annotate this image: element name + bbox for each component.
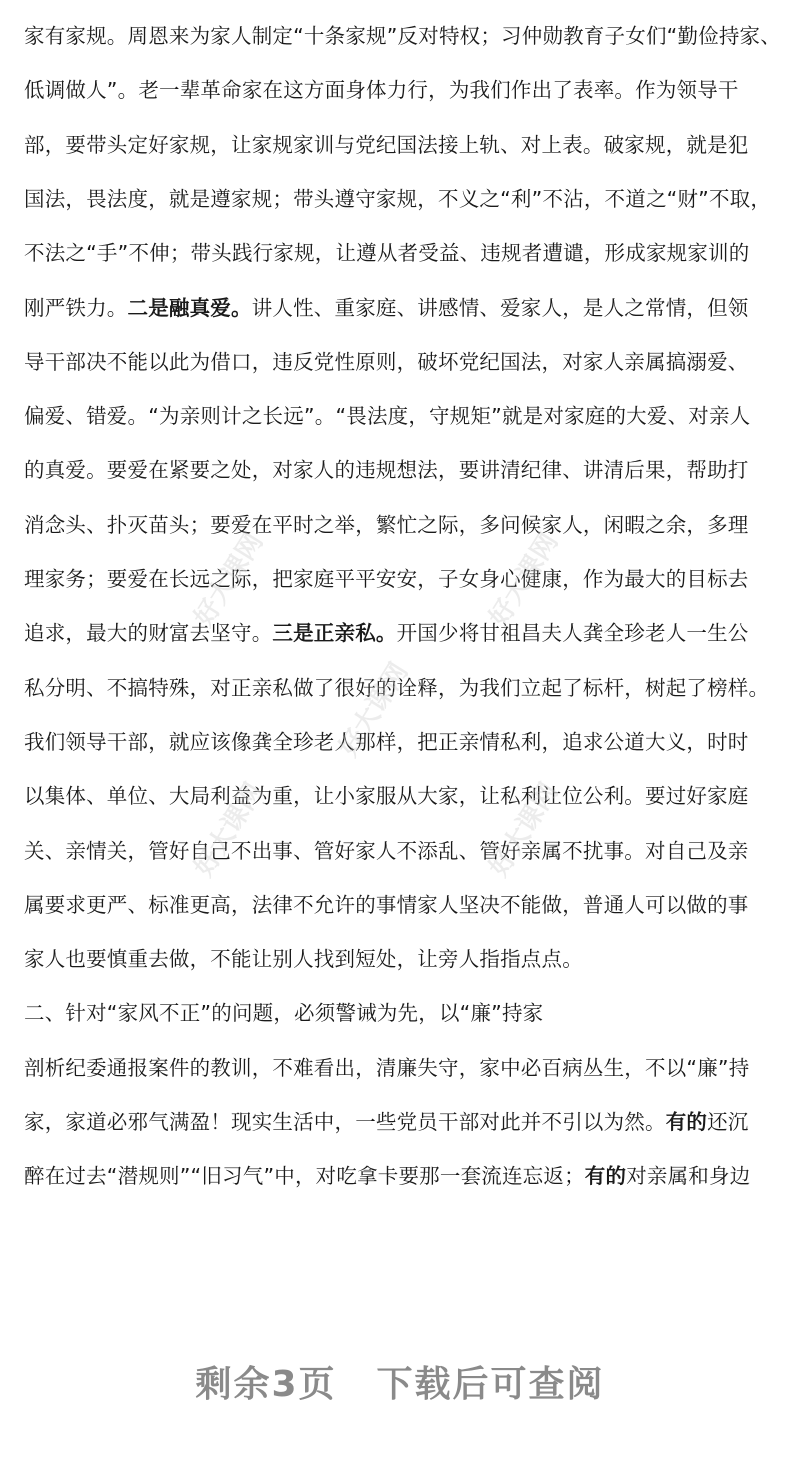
text-line bbox=[24, 943, 784, 975]
text-segment: 关、亲情关，管好自己不出事、管好家人不添乱、管好亲属不扰事。对自己及亲 bbox=[24, 838, 749, 863]
text-line bbox=[24, 1160, 784, 1192]
text-line bbox=[24, 237, 784, 269]
download-banner[interactable] bbox=[0, 1360, 800, 1410]
text-segment: 理家务；要爱在长远之际，把家庭平平安安，子女身心健康，作为最大的目标去 bbox=[24, 567, 749, 591]
text-line bbox=[24, 1106, 784, 1138]
text-line bbox=[24, 997, 784, 1029]
download-to-view-text: 下载后可查阅 bbox=[376, 1364, 605, 1405]
text-segment: 以集体、单位、大局利益为重，让小家服从大家，让私利让位公利。要过好家庭 bbox=[24, 784, 749, 809]
text-segment: 导干部决不能以此为借口，违反党性原则，破坏党纪国法，对家人亲属搞溺爱、 bbox=[24, 349, 749, 374]
text-segment: 刚严铁力。 bbox=[24, 295, 128, 320]
text-line bbox=[24, 889, 784, 921]
text-segment: 低调做人”。老一辈革命家在这方面身体力行，为我们作出了表率。作为领导干 bbox=[24, 78, 739, 103]
text-segment: 剖析纪委通报案件的教训，不难看出，清廉失守，家中必百病丛生，不以“廉”持 bbox=[24, 1055, 750, 1080]
text-segment: 私分明、不搞特殊，对正亲私做了很好的诠释，为我们立起了标杆，树起了榜样。 bbox=[24, 675, 770, 700]
text-segment: 还沉 bbox=[707, 1110, 749, 1134]
text-segment: 偏爱、错爱。“为亲则计之长远”。“畏法度，守规矩”就是对家庭的大爱、对亲人 bbox=[24, 404, 751, 429]
text-line bbox=[24, 617, 784, 649]
remaining-pages-text: 剩余3页 bbox=[195, 1364, 337, 1405]
watermark-2: 好大课网 bbox=[483, 527, 565, 632]
text-segment: 不法之“手”不伸；带头践行家规，让遵从者受益、违规者遭谴，形成家规家训的 bbox=[24, 241, 750, 266]
text-segment: 的真爱。要爱在紧要之处，对家人的违规想法，要讲清纪律、讲清后果，帮助打 bbox=[24, 458, 749, 483]
text-line bbox=[24, 129, 784, 161]
bold-text-segment: 有的 bbox=[584, 1164, 627, 1189]
text-line bbox=[24, 74, 784, 106]
watermark-3: 好大课网 bbox=[333, 657, 415, 762]
text-segment: 消念头、扑灭苗头；要爱在平时之举，繁忙之际，多问候家人，闲暇之余，多理 bbox=[24, 512, 749, 537]
text-line bbox=[24, 346, 784, 378]
watermark-1: 好大课网 bbox=[188, 527, 270, 632]
bold-text-segment: 有的 bbox=[665, 1110, 708, 1134]
text-line bbox=[24, 454, 784, 486]
text-line bbox=[24, 1052, 784, 1084]
text-line bbox=[24, 672, 784, 704]
text-segment: 醉在过去“潜规则”“旧习气”中，对吃拿卡要那一套流连忘返； bbox=[24, 1164, 585, 1189]
text-segment: 追求，最大的财富去坚守。 bbox=[24, 621, 273, 646]
text-line bbox=[24, 780, 784, 812]
text-segment: 国法，畏法度，就是遵家规；带头遵守家规，不义之“利”不沾，不道之“财”不取， bbox=[24, 186, 772, 211]
text-segment: 开国少将甘祖昌夫人龚全珍老人一生公 bbox=[396, 621, 749, 646]
text-segment: 讲人性、重家庭、讲感情、爱家人，是人之常情，但领 bbox=[251, 295, 749, 320]
text-line bbox=[24, 509, 784, 541]
text-segment: 家有家规。周恩来为家人制定“十条家规”反对特权；习仲勋教育子女们“勤俭持家、 bbox=[24, 24, 781, 48]
watermark-4: 好大课网 bbox=[188, 777, 270, 882]
bold-text-segment: 二是融真爱。 bbox=[127, 295, 252, 320]
text-segment: 对亲属和身边 bbox=[626, 1164, 751, 1189]
text-segment: 家，家道必邪气满盈！现实生活中，一些党员干部对此并不引以为然。 bbox=[24, 1110, 666, 1134]
text-line bbox=[24, 292, 784, 324]
bold-text-segment: 三是正亲私。 bbox=[272, 621, 397, 646]
text-line bbox=[24, 563, 784, 595]
text-line bbox=[24, 835, 784, 867]
text-segment: 家人也要慎重去做，不能让别人找到短处，让旁人指指点点。 bbox=[24, 947, 583, 972]
watermark-5: 好大课网 bbox=[483, 777, 565, 882]
text-line bbox=[24, 183, 784, 215]
text-line bbox=[24, 400, 784, 432]
text-segment: 属要求更严、标准更高，法律不允许的事情家人坚决不能做，普通人可以做的事 bbox=[24, 892, 749, 917]
text-segment: 二、针对“家风不正”的问题，必须警诫为先，以“廉”持家 bbox=[24, 1001, 544, 1026]
text-segment: 我们领导干部，就应该像龚全珍老人那样，把正亲情私利，追求公道大义，时时 bbox=[24, 729, 749, 754]
text-line bbox=[24, 20, 784, 52]
text-line bbox=[24, 726, 784, 758]
text-segment: 部，要带头定好家规，让家规家训与党纪国法接上轨、对上表。破家规，就是犯 bbox=[24, 132, 749, 157]
